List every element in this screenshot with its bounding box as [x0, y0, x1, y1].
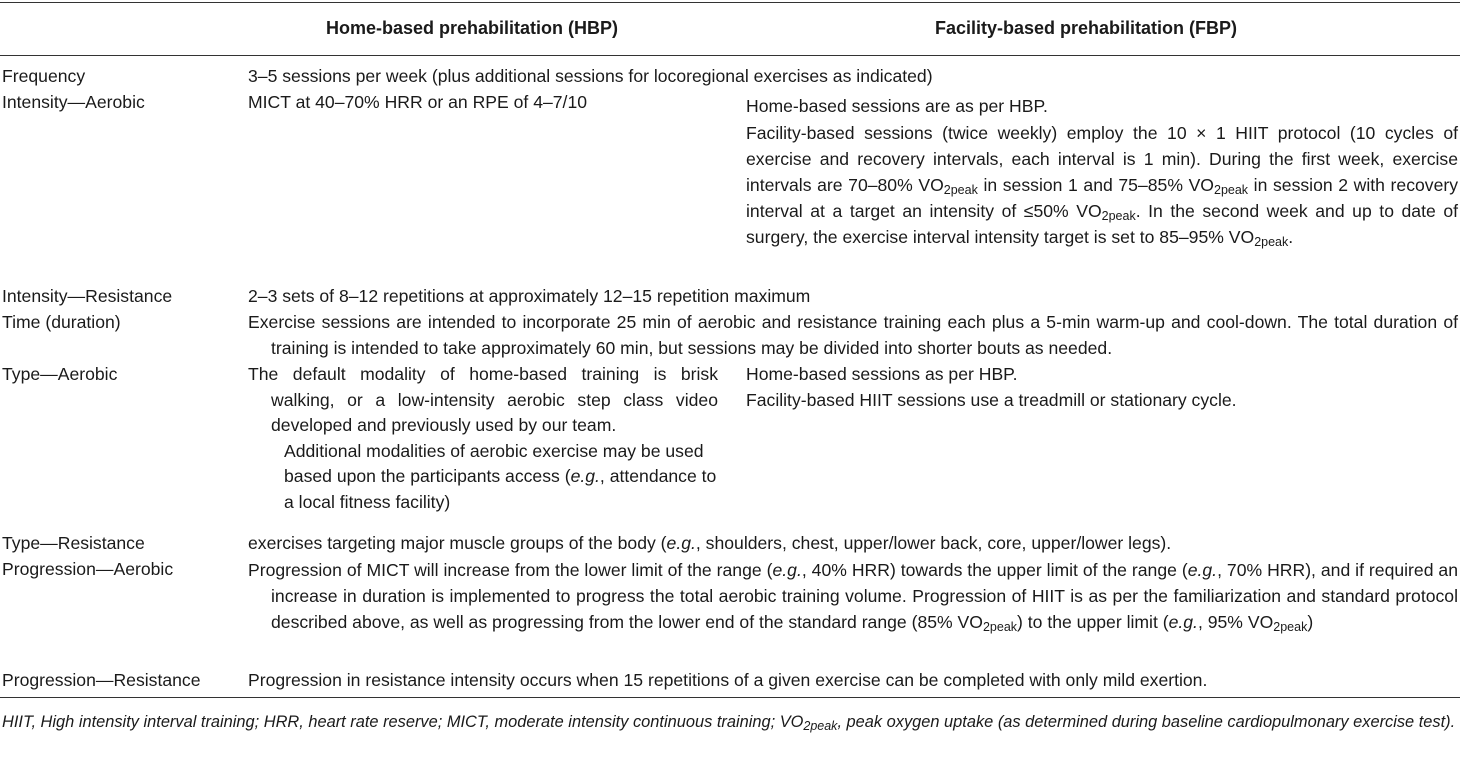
row-value-both: 2–3 sets of 8–12 repetitions at approximately 12–15 repetition maximum — [248, 286, 811, 306]
row-value-both: Exercise sessions are intended to incorporate 25 min of aerobic and resistance training each plus a 5-min warm-up and cool-down. The total duration of training is intended to take approximately 60 min, but sessions may be divided into shorter bouts as needed. — [248, 312, 1458, 358]
row-value-hbp — [248, 362, 718, 515]
fbp-paragraph: Home-based sessions are as per HBP. — [746, 96, 1048, 116]
row-label: Intensity—Resistance — [2, 286, 173, 306]
row-label: Progression—Aerobic — [2, 559, 174, 579]
row-value-both: Progression in resistance intensity occurs when 15 repetitions of a given exercise can be completed with only mild exertion. — [248, 670, 1208, 690]
row-label: Type—Aerobic — [2, 364, 118, 384]
row-label: Time (duration) — [2, 312, 121, 332]
header-divider-rule — [0, 55, 1460, 56]
table-footnote: HIIT, High intensity interval training; HRR, heart rate reserve; MICT, moderate intensity continuous training; $VO_{2peak}$, peak oxygen uptake (as determined during baseline cardiopulmonary exercise test). — [2, 713, 1456, 733]
row-value-both: exercises targeting major muscle groups of the body (e.g., shoulders, chest, upper/lower back, core, upper/lower legs). — [248, 533, 1172, 553]
column-header-hbp: Home-based prehabilitation (HBP) — [326, 18, 619, 38]
table-bottom-rule — [0, 697, 1460, 698]
row-value-fbp — [746, 94, 1458, 250]
hbp-paragraph-2: Additional modalities of aerobic exercise may be used based upon the participants access (e.g., attendance to a local fitness facility) — [284, 440, 717, 512]
hbp-paragraph: The default modality of home-based training is brisk walking, or a low-intensity aerobic step class video developed and previously used by our team. — [248, 364, 718, 435]
fbp-hiit-paragraph: Facility-based sessions (twice weekly) employ the 10 × 1 HIIT protocol (10 cycles of exercise and recovery intervals, each interval is 1 min). During the first week, exercise intervals are 70–80% $VO_{2peak}$ in session 1 and 75–85% $VO_{2peak}$ in session 2 with recovery interval at a target an intensity of ≤50% $VO_{2peak}$. In the second week and up to date of surgery, the exercise interval intensity target is set to 85–95% $VO_{2peak}$. — [746, 122, 1459, 249]
column-header-fbp: Facility-based prehabilitation (FBP) — [935, 18, 1238, 38]
fbp-paragraph-2: Facility-based HIIT sessions use a treadmill or stationary cycle. — [746, 389, 1237, 410]
row-label: Progression—Resistance — [2, 670, 201, 690]
row-label: Intensity—Aerobic — [2, 92, 145, 112]
row-value-both: Progression of MICT will increase from the lower limit of the range (e.g., 40% HRR) towards the upper limit of the range (e.g., 70% HRR), and if required an increase in duration is implemented to progress the total aerobic training volume. Progression of HIIT is as per the familiarization and standard protocol described above, as well as progressing from the lower end of the standard range (85% $VO_{2peak}$) to the upper limit (e.g., 95% $VO_{2peak}$) — [248, 560, 1458, 634]
row-value-fbp — [746, 362, 1458, 413]
table-top-rule — [0, 2, 1460, 3]
row-label: Type—Resistance — [2, 533, 145, 553]
fbp-paragraph: Home-based sessions as per HBP. — [746, 364, 1018, 384]
row-label: Frequency — [2, 66, 86, 86]
row-value-both: 3–5 sessions per week (plus additional sessions for locoregional exercises as indicated) — [248, 66, 933, 86]
row-value-hbp: MICT at 40–70% HRR or an RPE of 4–7/10 — [248, 92, 588, 112]
